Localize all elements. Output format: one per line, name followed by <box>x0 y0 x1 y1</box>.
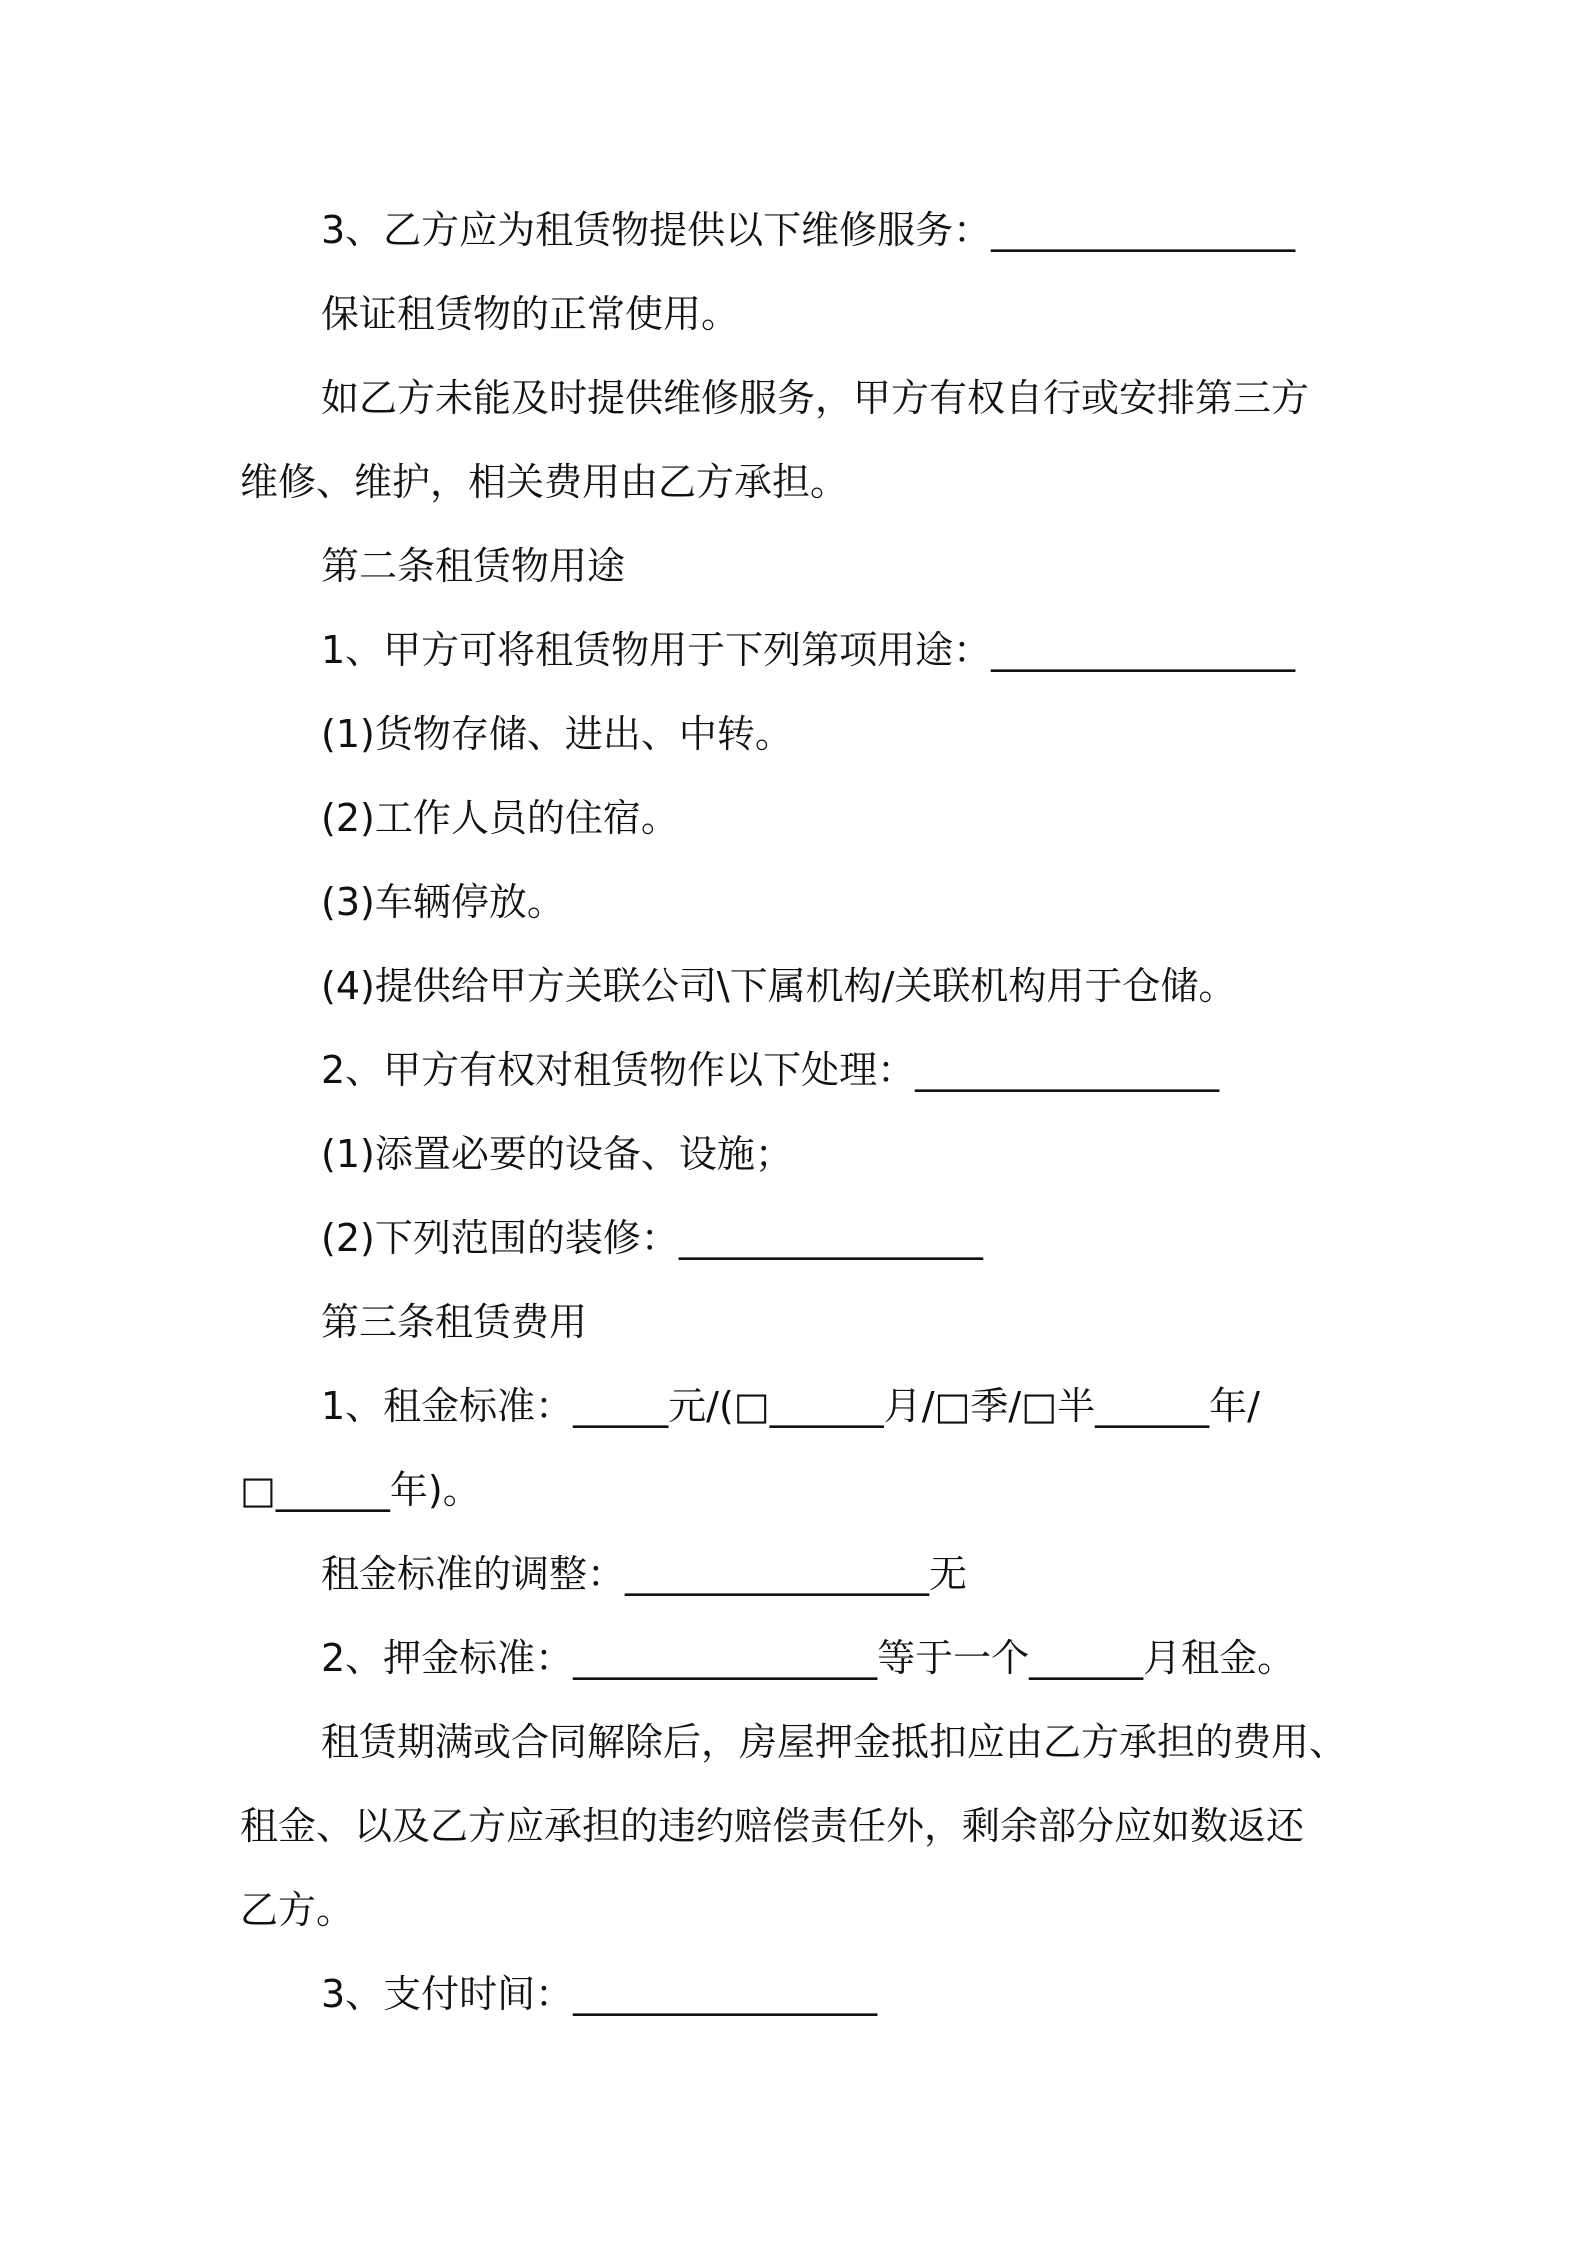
list-item-equipment <box>240 1112 1360 1196</box>
text-line: (3)车辆停放。 <box>321 880 565 924</box>
list-item-parking <box>240 860 1360 944</box>
text-line: 2、押金标准：________________等于一个______月租金。 <box>321 1636 1296 1680</box>
text-line: (1)货物存储、进出、中转。 <box>321 712 793 756</box>
text-line: 乙方。 <box>240 1888 355 1932</box>
text-line: 2、甲方有权对租赁物作以下处理：________________ <box>321 1048 1220 1092</box>
paragraph-use-list-intro <box>240 608 1360 692</box>
text-line: 第二条租赁物用途 <box>321 544 626 588</box>
paragraph-normal-use <box>240 272 1360 356</box>
paragraph-maintenance-failure <box>240 356 1360 524</box>
paragraph-rent-standard <box>240 1364 1360 1532</box>
list-item-affiliates <box>240 944 1360 1028</box>
paragraph-handling-rights <box>240 1028 1360 1112</box>
text-line: 3、支付时间：________________ <box>321 1972 878 2016</box>
section-heading-article-2 <box>240 524 1360 608</box>
text-line: 保证租赁物的正常使用。 <box>321 292 740 336</box>
text-line: 1、甲方可将租赁物用于下列第项用途：________________ <box>321 628 1296 672</box>
text-line: (2)下列范围的装修：________________ <box>321 1216 983 1260</box>
text-line: 如乙方未能及时提供维修服务，甲方有权自行或安排第三方 <box>321 376 1310 420</box>
text-line: (2)工作人员的住宿。 <box>321 796 679 840</box>
paragraph-payment-time <box>240 1952 1360 2036</box>
text-line: 维修、维护，相关费用由乙方承担。 <box>240 460 849 504</box>
text-line: 租赁期满或合同解除后，房屋押金抵扣应由乙方承担的费用、 <box>321 1720 1348 1764</box>
list-item-accommodation <box>240 776 1360 860</box>
paragraph-deposit-return <box>240 1700 1360 1952</box>
text-line: 3、乙方应为租赁物提供以下维修服务：________________ <box>321 208 1296 252</box>
text-line: 租金、以及乙方应承担的违约赔偿责任外，剩余部分应如数返还 <box>240 1804 1305 1848</box>
paragraph-rent-adjustment <box>240 1532 1360 1616</box>
section-heading-article-3 <box>240 1280 1360 1364</box>
text-line: 1、租金标准：_____元/(□______月/□季/□半______年/ <box>321 1384 1260 1428</box>
text-line: □______年)。 <box>240 1468 481 1512</box>
text-line: (4)提供给甲方关联公司\下属机构/关联机构用于仓储。 <box>321 964 1237 1008</box>
list-item-decoration <box>240 1196 1360 1280</box>
list-item-storage <box>240 692 1360 776</box>
text-line: 租金标准的调整：________________无 <box>321 1552 968 1596</box>
text-line: (1)添置必要的设备、设施； <box>321 1132 793 1176</box>
paragraph-maintenance-services <box>240 188 1360 272</box>
paragraph-deposit-standard <box>240 1616 1360 1700</box>
text-line: 第三条租赁费用 <box>321 1300 588 1344</box>
